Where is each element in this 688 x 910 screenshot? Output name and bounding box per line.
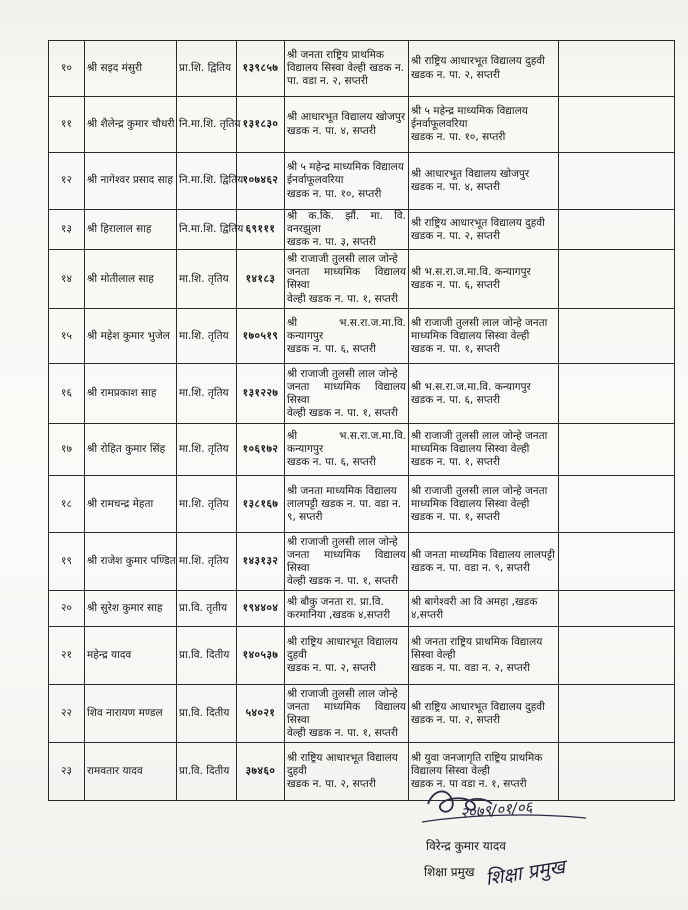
remarks-cell <box>559 41 675 97</box>
current-school: श्री बौकु जनता रा. प्रा.वि. करमानिया ,खडक ४,सप्तरी <box>285 591 409 627</box>
serial-number: २२ <box>49 685 85 743</box>
signatory-title-handwritten: शिक्षा प्रमुख <box>483 855 567 891</box>
serial-number: ११ <box>49 97 85 153</box>
table-row <box>49 685 675 743</box>
remarks-cell <box>559 153 675 210</box>
teacher-id: १७०५१९ <box>237 309 285 364</box>
teacher-id: ३७४६० <box>237 743 285 801</box>
current-school: श्री राजाजी तुलसी लाल जोन्हे जनता माध्यमिक विद्यालय सिस्वा वेल्ही खडक न. पा. १, सप्तरी <box>285 250 409 309</box>
teacher-name: श्री रोहित कुमार सिंह <box>85 424 177 476</box>
teacher-name: श्री मोतीलाल साह <box>85 250 177 309</box>
teacher-name: शिव नारायण मण्डल <box>85 685 177 743</box>
proposed-school: श्री बागेश्वरी आ वि अमहा ,खडक ४,सप्तरी <box>409 591 559 627</box>
proposed-school: श्री जनता राष्ट्रिय प्राथमिक विद्यालय सिस्वा वेल्ही खडक न. पा. वडा न. २, सप्तरी <box>409 627 559 685</box>
remarks-cell <box>559 476 675 533</box>
proposed-school: श्री राष्ट्रिय आधारभूत विद्यालय दुहवी खडक न. पा. २, सप्तरी <box>409 41 559 97</box>
signatory-name: विरेन्द्र कुमार यादव <box>426 839 506 853</box>
teacher-id: ६९१११ <box>237 210 285 250</box>
teacher-level: नि.मा.शि. तृतिय <box>177 97 237 153</box>
remarks-cell <box>559 685 675 743</box>
teacher-name: श्री सुरेश कुमार साह <box>85 591 177 627</box>
serial-number: १४ <box>49 250 85 309</box>
table-row <box>49 364 675 424</box>
teacher-level: नि.मा.शि. द्वितिय <box>177 153 237 210</box>
teacher-level: प्रा.वि. दितीय <box>177 627 237 685</box>
current-school: श्री राष्ट्रिय आधारभूत विद्यालय दुहवी खडक न. पा. २, सप्तरी <box>285 627 409 685</box>
remarks-cell <box>559 210 675 250</box>
serial-number: २० <box>49 591 85 627</box>
proposed-school: श्री राजाजी तुलसी लाल जोन्हे जनता माध्यमिक विद्यालय सिस्वा वेल्ही खडक न. पा. १, सप्तरी <box>409 309 559 364</box>
proposed-school: श्री भ.स.रा.ज.मा.वि. कन्यागपुर खडक न. पा. ६, सप्तरी <box>409 364 559 424</box>
teacher-name: महेन्द्र यादव <box>85 627 177 685</box>
proposed-school: श्री राजाजी तुलसी लाल जोन्हे जनता माध्यमिक विद्यालय सिस्वा वेल्ही खडक न. पा. १, सप्तरी <box>409 476 559 533</box>
serial-number: १३ <box>49 210 85 250</box>
table-row <box>49 591 675 627</box>
serial-number: १६ <box>49 364 85 424</box>
current-school: श्री भ.स.रा.ज.मा.वि. कन्यागपुर खडक न. पा. ६, सप्तरी <box>285 424 409 476</box>
teacher-level: मा.शि. तृतिय <box>177 250 237 309</box>
teacher-id: १४०५३७ <box>237 627 285 685</box>
teacher-id: १३१२२७ <box>237 364 285 424</box>
current-school: श्री भ.स.रा.ज.मा.वि. कन्यागपुर खडक न. पा. ६, सप्तरी <box>285 309 409 364</box>
teacher-id: ५४०२१ <box>237 685 285 743</box>
teacher-level: मा.शि. तृतिय <box>177 424 237 476</box>
remarks-cell <box>559 97 675 153</box>
teacher-name: श्री महेश कुमार भुजेल <box>85 309 177 364</box>
remarks-cell <box>559 424 675 476</box>
teacher-name: श्री रामप्रकाश साह <box>85 364 177 424</box>
teacher-name: श्री नागेश्वर प्रसाद साह <box>85 153 177 210</box>
teacher-id: १४१८३ <box>237 250 285 309</box>
teacher-level: मा.शि. तृतिय <box>177 364 237 424</box>
remarks-cell <box>559 627 675 685</box>
teacher-level: मा.शि. तृतिय <box>177 476 237 533</box>
table-row <box>49 309 675 364</box>
serial-number: १७ <box>49 424 85 476</box>
transfer-table <box>48 40 675 801</box>
signature-date: २०७९/०१/०६ <box>459 797 534 823</box>
table-row <box>49 250 675 309</box>
proposed-school: श्री राष्ट्रिय आधारभूत विद्यालय दुहवी खडक न. पा. २, सप्तरी <box>409 685 559 743</box>
teacher-name: श्री शैलेन्द्र कुमार चौधरी <box>85 97 177 153</box>
teacher-name: श्री राजेश कुमार पण्डित <box>85 533 177 591</box>
current-school: श्री राजाजी तुलसी लाल जोन्हे जनता माध्यमिक विद्यालय सिस्वा वेल्ही खडक न. पा. १, सप्तरी <box>285 364 409 424</box>
teacher-name: श्री सइद मंसुरी <box>85 41 177 97</box>
remarks-cell <box>559 533 675 591</box>
serial-number: १८ <box>49 476 85 533</box>
teacher-level: मा.शि. तृतिय <box>177 309 237 364</box>
table-row <box>49 627 675 685</box>
teacher-name: रामवतार यादव <box>85 743 177 801</box>
teacher-level: प्रा.वि. तृतीय <box>177 591 237 627</box>
proposed-school: श्री आधारभूत विद्यालय खोजपुर खडक न. पा. ४, सप्तरी <box>409 153 559 210</box>
teacher-level: नि.मा.शि. द्वितिय <box>177 210 237 250</box>
teacher-level: प्रा.शि. द्वितिय <box>177 41 237 97</box>
table-row <box>49 210 675 250</box>
table-row <box>49 533 675 591</box>
serial-number: १५ <box>49 309 85 364</box>
remarks-cell <box>559 250 675 309</box>
remarks-cell <box>559 309 675 364</box>
proposed-school: श्री राजाजी तुलसी लाल जोन्हे जनता माध्यमिक विद्यालय सिस्वा वेल्ही खडक न. पा. १, सप्तरी <box>409 424 559 476</box>
serial-number: १२ <box>49 153 85 210</box>
serial-number: २१ <box>49 627 85 685</box>
current-school: श्री आधारभूत विद्यालय खोजपुर खडक न. पा. ४, सप्तरी <box>285 97 409 153</box>
serial-number: २३ <box>49 743 85 801</box>
serial-number: १० <box>49 41 85 97</box>
teacher-id: १९४४०४ <box>237 591 285 627</box>
proposed-school: श्री ५ महेन्द्र माध्यमिक विद्यालय ईनर्वाफूलवरिया खडक न. पा. १०, सप्तरी <box>409 97 559 153</box>
current-school: श्री जनता माध्यमिक विद्यालय लालपट्टी खडक न. पा. वडा न. ९, सप्तरी <box>285 476 409 533</box>
teacher-id: १३९८५७ <box>237 41 285 97</box>
current-school: श्री राजाजी तुलसी लाल जोन्हे जनता माध्यमिक विद्यालय सिस्वा वेल्ही खडक न. पा. १, सप्तरी <box>285 685 409 743</box>
proposed-school: श्री भ.स.रा.ज.मा.वि. कन्यागपुर खडक न. पा. ६, सप्तरी <box>409 250 559 309</box>
teacher-id: १३८१६७ <box>237 476 285 533</box>
teacher-id: १०७४६२ <box>237 153 285 210</box>
current-school: श्री ५ महेन्द्र माध्यमिक विद्यालय ईनर्वाफूलवरिया खडक न. पा. १०, सप्तरी <box>285 153 409 210</box>
remarks-cell <box>559 591 675 627</box>
teacher-id: १०६१७२ <box>237 424 285 476</box>
teacher-name: श्री रामचन्द्र मेहता <box>85 476 177 533</box>
table-row <box>49 153 675 210</box>
proposed-school: श्री राष्ट्रिय आधारभूत विद्यालय दुहवी खडक न. पा. २, सप्तरी <box>409 210 559 250</box>
signatory-title: शिक्षा प्रमुख <box>424 865 475 879</box>
table-row <box>49 424 675 476</box>
proposed-school: श्री जनता माध्यमिक विद्यालय लालपट्टी खडक न. पा. वडा न. ९, सप्तरी <box>409 533 559 591</box>
serial-number: १९ <box>49 533 85 591</box>
teacher-level: प्रा.वि. दितीय <box>177 685 237 743</box>
teacher-id: १३१८३० <box>237 97 285 153</box>
current-school: श्री क.कि. झौं. मा. वि. वनरझुला खडक न. पा. ३, सप्तरी <box>285 210 409 250</box>
table-row <box>49 476 675 533</box>
table-row <box>49 97 675 153</box>
teacher-name: श्री हिरालाल साह <box>85 210 177 250</box>
teacher-id: १४३१३२ <box>237 533 285 591</box>
current-school: श्री जनता राष्ट्रिय प्राथमिक विद्यालय सिस्वा वेल्ही खडक न. पा. वडा न. २, सप्तरी <box>285 41 409 97</box>
proposed-school: श्री युवा जनजागृति राष्ट्रिय प्राथमिक विद्यालय सिस्वा वेल्ही खडक न. पा वडा न. १, सप्तरी <box>409 743 559 801</box>
current-school: श्री राष्ट्रिय आधारभूत विद्यालय दुहवी खडक न. पा. २, सप्तरी <box>285 743 409 801</box>
current-school: श्री राजाजी तुलसी लाल जोन्हे जनता माध्यमिक विद्यालय सिस्वा वेल्ही खडक न. पा. १, सप्तरी <box>285 533 409 591</box>
teacher-level: प्रा.वि. दितीय <box>177 743 237 801</box>
remarks-cell <box>559 364 675 424</box>
signature-block <box>400 782 630 902</box>
teacher-level: मा.शि. तृतिय <box>177 533 237 591</box>
table-row <box>49 41 675 97</box>
